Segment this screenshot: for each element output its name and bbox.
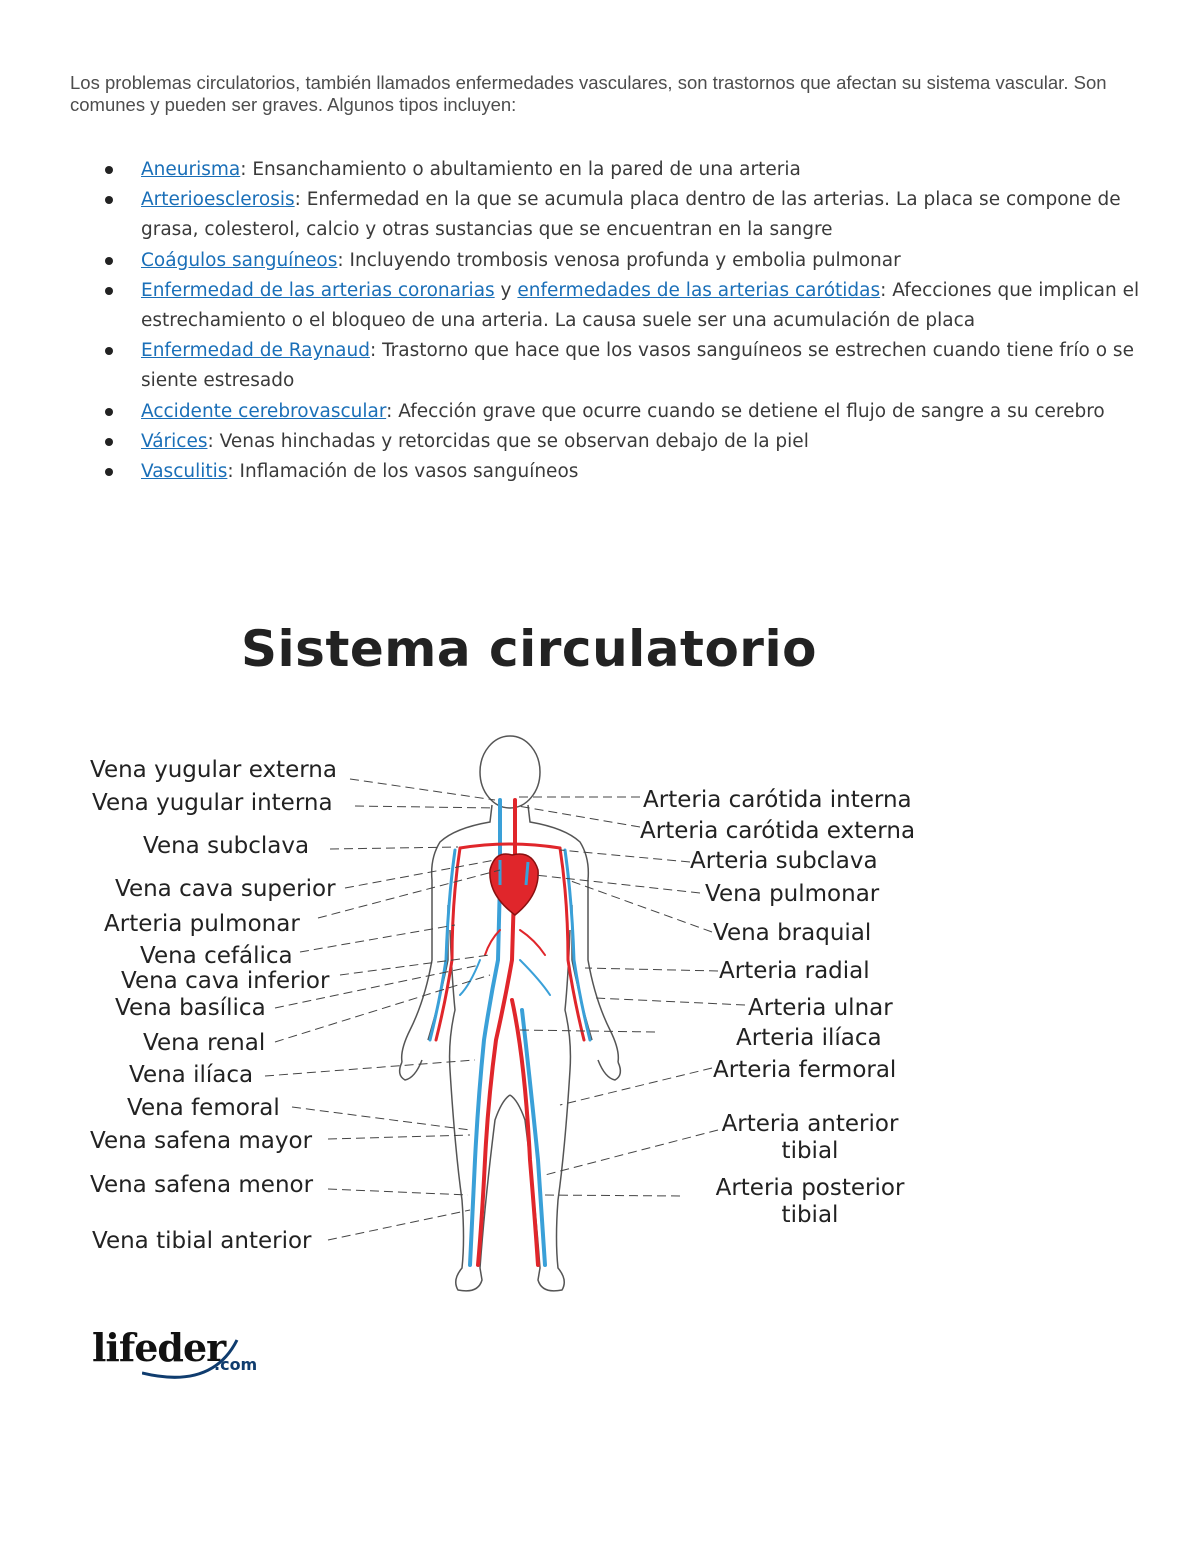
- body-outline: [400, 736, 621, 1291]
- label-arteria-carotida-externa: Arteria carótida externa: [640, 818, 916, 844]
- label-vena-safena-mayor: Vena safena mayor: [90, 1128, 313, 1154]
- label-vena-tibial-anterior: Vena tibial anterior: [92, 1228, 312, 1254]
- item-text: : Venas hinchadas y retorcidas que se observan debajo de la piel: [207, 430, 809, 452]
- label-vena-yugular-interna: Vena yugular interna: [92, 790, 333, 816]
- label-vena-femoral: Vena femoral: [127, 1095, 280, 1121]
- label-vena-cefalica: Vena cefálica: [140, 943, 293, 969]
- label-vena-cava-inferior: Vena cava inferior: [121, 968, 330, 994]
- leader-lines: [265, 779, 745, 1240]
- label-vena-braquial: Vena braquial: [713, 920, 872, 946]
- label-arteria-iliaca: Arteria ilíaca: [736, 1025, 882, 1051]
- intro-paragraph: Los problemas circulatorios, también llamados enfermedades vasculares, son trastornos que afectan su sistema vascular. Son comunes y pueden ser graves. Algunos tipos incluyen:: [70, 72, 1107, 115]
- label-vena-pulmonar: Vena pulmonar: [705, 881, 880, 907]
- label-arteria-carotida-interna: Arteria carótida interna: [643, 787, 912, 813]
- item-text: : Afecciones que implican el estrechamiento o el bloqueo de una arteria. La causa suele ser una acumulación de placa: [141, 279, 1140, 332]
- label-arteria-anterior-tibial: Arteria anterior tibial: [721, 1111, 899, 1164]
- label-vena-basilica: Vena basílica: [115, 995, 266, 1021]
- item-connector: y: [494, 279, 518, 301]
- link-vasculitis[interactable]: Vasculitis: [141, 461, 228, 483]
- label-vena-subclava: Vena subclava: [143, 833, 310, 859]
- lifeder-logo: [92, 1325, 272, 1385]
- item-text: : Enfermedad en la que se acumula placa dentro de las arterias. La placa se compone de grasa, colesterol, calcio y otras sustancias que se encuentran en la sangre: [141, 189, 1121, 241]
- item-text: : Ensanchamiento o abultamiento en la pared de una arteria: [240, 159, 801, 180]
- label-arteria-pulmonar: Arteria pulmonar: [104, 911, 300, 937]
- label-arteria-fermoral: Arteria fermoral: [713, 1057, 897, 1083]
- label-arteria-posterior-tibial: Arteria posterior tibial: [715, 1175, 905, 1228]
- label-vena-yugular-externa: Vena yugular externa: [90, 757, 337, 783]
- link-accidente-cerebrovascular[interactable]: Accidente cerebrovascular: [141, 400, 387, 422]
- link-raynaud[interactable]: Enfermedad de Raynaud: [141, 340, 370, 362]
- label-vena-iliaca: Vena ilíaca: [129, 1062, 254, 1088]
- label-arteria-ulnar: Arteria ulnar: [748, 995, 893, 1021]
- item-text: : Inflamación de los vasos sanguíneos: [227, 461, 579, 483]
- link-aneurisma[interactable]: Aneurisma: [141, 159, 241, 180]
- logo-suffix: .com: [214, 1355, 258, 1374]
- link-varices[interactable]: Várices: [141, 430, 208, 452]
- item-text: : Afección grave que ocurre cuando se detiene el flujo de sangre a su cerebro: [386, 400, 1105, 422]
- label-vena-safena-menor: Vena safena menor: [90, 1172, 314, 1198]
- link-arterias-carotidas[interactable]: enfermedades de las arterias carótidas: [517, 279, 881, 301]
- label-arteria-subclava: Arteria subclava: [690, 848, 878, 874]
- label-vena-cava-superior: Vena cava superior: [115, 876, 336, 902]
- link-arterias-coronarias[interactable]: Enfermedad de las arterias coronarias: [141, 279, 495, 301]
- link-arterioesclerosis[interactable]: Arterioesclerosis: [141, 189, 295, 211]
- label-vena-renal: Vena renal: [143, 1030, 266, 1056]
- logo-wordmark: lifeder: [92, 1325, 226, 1370]
- heart-icon: [490, 854, 538, 915]
- item-text: : Incluyendo trombosis venosa profunda y embolia pulmonar: [337, 249, 901, 271]
- item-text: : Trastorno que hace que los vasos sanguíneos se estrechen cuando tiene frío o se siente estresado: [141, 340, 1134, 392]
- label-arteria-radial: Arteria radial: [719, 958, 870, 984]
- figure-title: Sistema circulatorio: [241, 620, 817, 678]
- link-coagulos[interactable]: Coágulos sanguíneos: [141, 249, 338, 271]
